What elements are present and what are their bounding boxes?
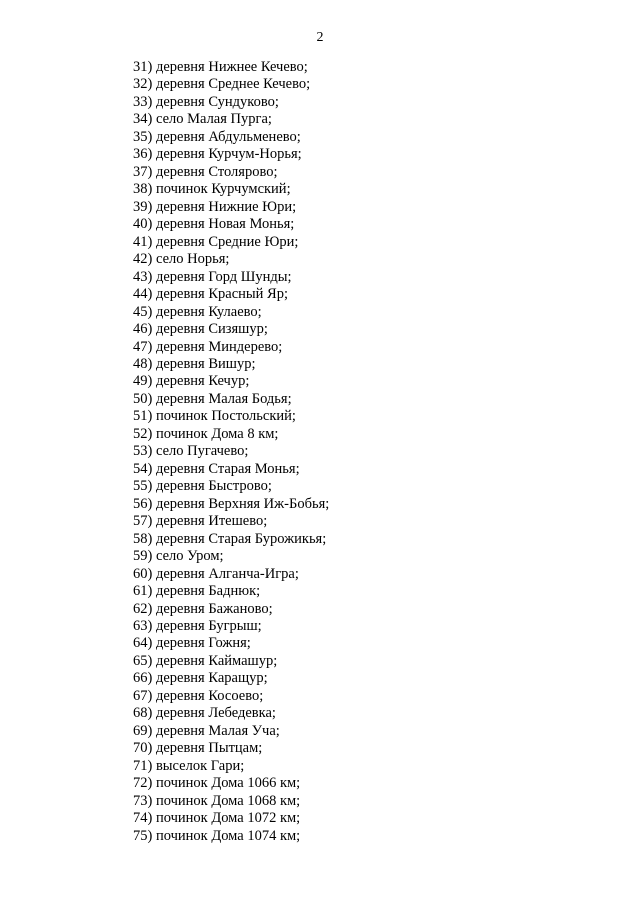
list-item: 48) деревня Вишур; bbox=[133, 355, 256, 372]
list-item: 75) починок Дома 1074 км; bbox=[133, 827, 301, 844]
list-item: 36) деревня Курчум-Норья; bbox=[133, 146, 302, 163]
list-item: 55) деревня Быстрово; bbox=[133, 478, 272, 495]
list-item: 74) починок Дома 1072 км; bbox=[133, 810, 301, 827]
list-item: 65) деревня Каймашур; bbox=[133, 652, 278, 669]
list-item: 40) деревня Новая Монья; bbox=[133, 216, 295, 233]
list-item: 33) деревня Сундуково; bbox=[133, 93, 279, 110]
list-item: 32) деревня Среднее Кечево; bbox=[133, 76, 311, 93]
list-item: 61) деревня Баднюк; bbox=[133, 583, 261, 600]
list-item: 62) деревня Бажаново; bbox=[133, 600, 273, 617]
list-item: 38) починок Курчумский; bbox=[133, 181, 291, 198]
list-item: 39) деревня Нижние Юри; bbox=[133, 198, 297, 215]
list-item: 69) деревня Малая Уча; bbox=[133, 722, 280, 739]
list-item: 54) деревня Старая Монья; bbox=[133, 460, 300, 477]
list-item: 58) деревня Старая Бурожикья; bbox=[133, 530, 327, 547]
list-item: 35) деревня Абдульменево; bbox=[133, 128, 301, 145]
settlement-list bbox=[133, 59, 329, 845]
list-item: 56) деревня Верхняя Иж-Бобья; bbox=[133, 495, 330, 512]
list-item: 66) деревня Каращур; bbox=[133, 670, 268, 687]
list-item: 34) село Малая Пурга; bbox=[133, 111, 272, 128]
list-item: 71) выселок Гари; bbox=[133, 757, 245, 774]
list-item: 68) деревня Лебедевка; bbox=[133, 705, 276, 722]
list-item: 59) село Уром; bbox=[133, 548, 224, 565]
list-item: 70) деревня Пытцам; bbox=[133, 740, 263, 757]
list-item: 67) деревня Косоево; bbox=[133, 687, 264, 704]
list-item: 52) починок Дома 8 км; bbox=[133, 425, 279, 442]
list-item: 42) село Норья; bbox=[133, 251, 230, 268]
list-item: 41) деревня Средние Юри; bbox=[133, 233, 299, 250]
list-item: 51) починок Постольский; bbox=[133, 408, 296, 425]
list-item: 60) деревня Алганча-Игра; bbox=[133, 565, 299, 582]
list-item: 57) деревня Итешево; bbox=[133, 513, 268, 530]
list-item: 73) починок Дома 1068 км; bbox=[133, 792, 301, 809]
list-item: 53) село Пугачево; bbox=[133, 443, 249, 460]
page-number: 2 bbox=[316, 30, 324, 45]
list-item: 72) починок Дома 1066 км; bbox=[133, 775, 301, 792]
list-item: 64) деревня Гожня; bbox=[133, 635, 251, 652]
list-item: 46) деревня Сизяшур; bbox=[133, 321, 268, 338]
list-item: 43) деревня Горд Шунды; bbox=[133, 268, 292, 285]
list-item: 63) деревня Бугрыш; bbox=[133, 618, 262, 634]
list-item: 49) деревня Кечур; bbox=[133, 373, 250, 390]
list-item: 50) деревня Малая Бодья; bbox=[133, 390, 292, 407]
list-item: 31) деревня Нижнее Кечево; bbox=[133, 59, 308, 75]
list-item: 47) деревня Миндерево; bbox=[133, 338, 283, 355]
list-item: 45) деревня Кулаево; bbox=[133, 303, 262, 320]
list-item: 44) деревня Красный Яр; bbox=[133, 286, 288, 303]
list-item: 37) деревня Столярово; bbox=[133, 163, 278, 180]
